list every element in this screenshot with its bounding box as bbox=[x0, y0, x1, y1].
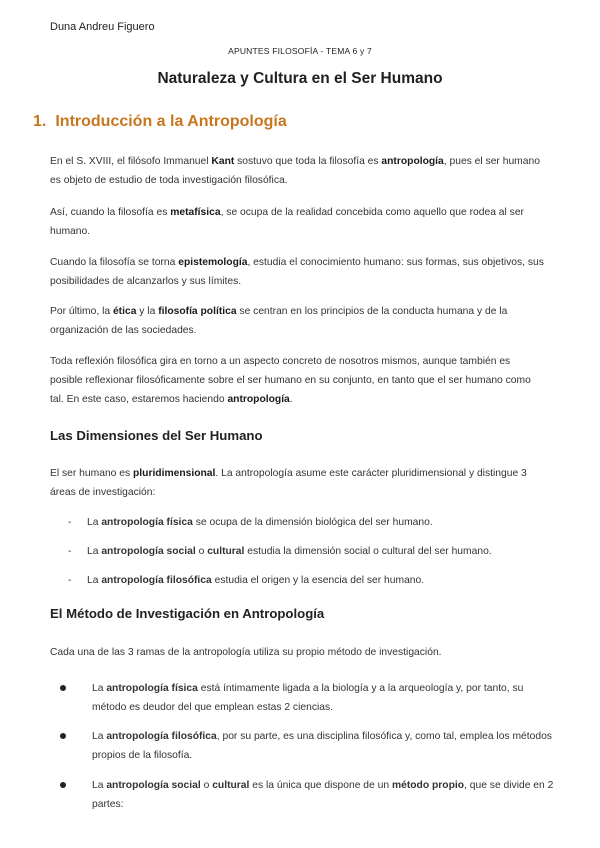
heading-metodo: El Método de Investigación en Antropología bbox=[50, 606, 325, 621]
dash-marker: - bbox=[68, 517, 72, 528]
paragraph-epistemologia: Cuando la filosofía se torna epistemología, estudia el conocimiento humano: sus formas, sus objetivos, sus posibilidades de alcanzarlos y sus límites. bbox=[50, 257, 544, 287]
paragraph-reflexion: Toda reflexión filosófica gira en torno a un aspecto concreto de nosotros mismos, aunque también es posible reflexionar filosóficamente sobre el ser humano en su conjunto, en tanto que el ser humano como tal. En este caso, estaremos haciendo antropología. bbox=[50, 356, 531, 405]
list-item-text: La antropología física está íntimamente ligada a la biología y a la arqueología y, por tanto, su método es deudor del que emplean estas 2 ciencias. bbox=[92, 683, 524, 713]
heading-dimensiones: Las Dimensiones del Ser Humano bbox=[50, 428, 263, 443]
document-label: APUNTES FILOSOFÍA - TEMA 6 y 7 bbox=[228, 46, 372, 56]
list-item-text: La antropología social o cultural es la única que dispone de un método propio, que se divide en 2 partes: bbox=[92, 780, 554, 810]
section-number: 1. bbox=[33, 113, 47, 130]
bullet-icon bbox=[60, 733, 66, 739]
paragraph-etica: Por último, la ética y la filosofía política se centran en los principios de la conducta humana y de la organización de las sociedades. bbox=[50, 306, 508, 336]
list-item-text: La antropología filosófica estudia el origen y la esencia del ser humano. bbox=[87, 575, 425, 586]
author-name: Duna Andreu Figuero bbox=[50, 21, 155, 33]
bullet-icon bbox=[60, 782, 66, 788]
list-item-text: La antropología filosófica, por su parte, es una disciplina filosófica y, como tal, emplea los métodos propios de la filosofía. bbox=[92, 731, 552, 761]
paragraph-ramas: Cada una de las 3 ramas de la antropología utiliza su propio método de investigación. bbox=[50, 647, 442, 658]
dash-marker: - bbox=[68, 546, 72, 557]
bullet-icon bbox=[60, 685, 66, 691]
list-item-text: La antropología social o cultural estudia la dimensión social o cultural del ser humano. bbox=[87, 546, 492, 557]
section-heading-introduccion bbox=[33, 113, 287, 131]
paragraph-kant: En el S. XVIII, el filósofo Immanuel Kant sostuvo que toda la filosofía es antropología, pues el ser humano es objeto de estudio de toda investigación filosófica. bbox=[50, 156, 540, 186]
dash-marker: - bbox=[68, 575, 72, 586]
paragraph-metafisica: Así, cuando la filosofía es metafísica, se ocupa de la realidad concebida como aquello que rodea al ser humano. bbox=[50, 207, 524, 237]
paragraph-pluridimensional: El ser humano es pluridimensional. La antropología asume este carácter pluridimensional y distingue 3 áreas de investigación: bbox=[50, 468, 527, 498]
page-title: Naturaleza y Cultura en el Ser Humano bbox=[157, 70, 443, 87]
section-title: Introducción a la Antropología bbox=[55, 113, 287, 130]
list-item-text: La antropología física se ocupa de la dimensión biológica del ser humano. bbox=[87, 517, 433, 528]
